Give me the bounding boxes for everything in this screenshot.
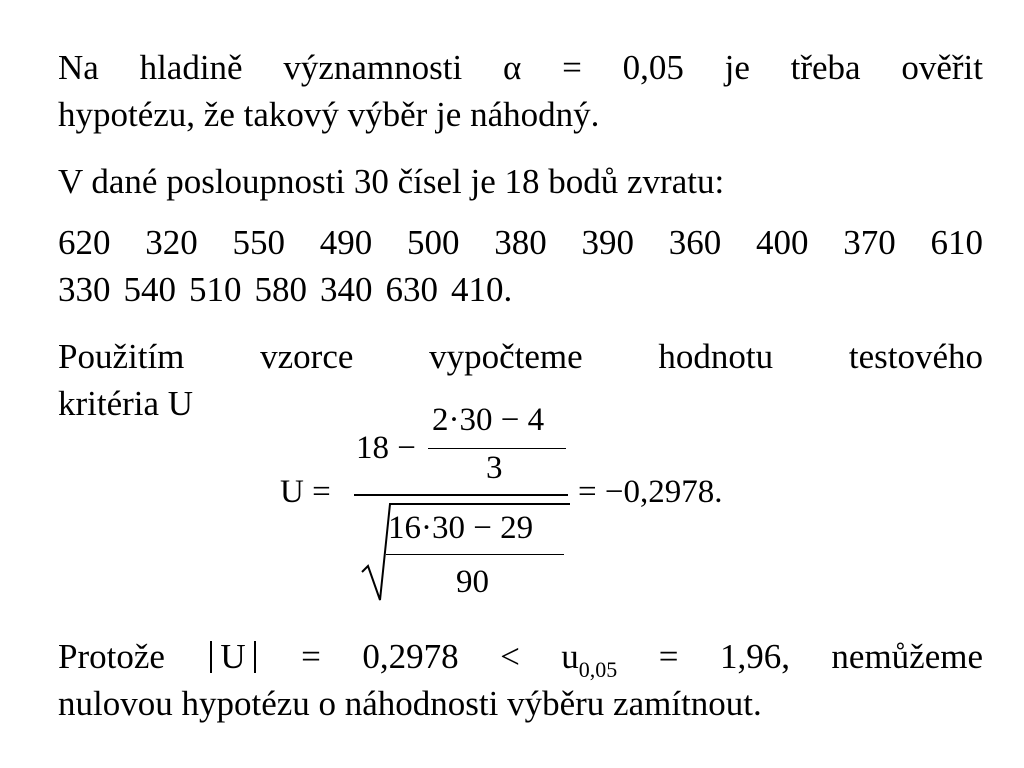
absolute-value-variable: U [220, 637, 246, 676]
number-row-1 [58, 219, 983, 266]
formula-u [280, 400, 800, 610]
formula-main-fraction-bar [354, 494, 568, 496]
conclusion-comparison [301, 637, 618, 682]
paragraph-significance-line2: hypotézu, že takový výběr je náhodný. [58, 95, 600, 134]
absolute-value-u [210, 637, 255, 676]
formula-root-denominator: 90 [456, 564, 489, 600]
number-value: 400 [756, 223, 809, 262]
number-value: 630 [385, 270, 438, 309]
number-value: 610 [930, 223, 983, 262]
number-value: 370 [843, 223, 896, 262]
paragraph-conclusion-line1 [58, 633, 983, 680]
number-value: 500 [407, 223, 460, 262]
number-value: 320 [145, 223, 198, 262]
formula-inner-denominator: 3 [486, 450, 503, 486]
number-value: 510 [189, 270, 242, 309]
number-value: 410. [451, 270, 513, 309]
paragraph-significance [58, 44, 983, 138]
formula-root-numerator: 16·30 − 29 [388, 510, 534, 546]
number-value: 580 [254, 270, 307, 309]
paragraph-sequence [58, 158, 983, 205]
formula-inner-fraction-bar [428, 448, 566, 449]
number-value: 490 [319, 223, 373, 262]
formula-lhs: U = [280, 474, 331, 510]
critical-value-subscript: 0,05 [578, 657, 618, 682]
number-value: 550 [232, 223, 285, 262]
formula-root-fraction-bar [386, 554, 564, 555]
formula-inner-numerator: 2·30 − 4 [432, 402, 545, 438]
number-value: 390 [581, 223, 634, 262]
number-list [58, 219, 983, 313]
number-value: 620 [58, 223, 111, 262]
paragraph-conclusion [58, 633, 983, 727]
number-value: 380 [494, 223, 547, 262]
formula-numerator-lead: 18 − [356, 430, 416, 466]
paragraph-formula-intro-line1: Použitím vzorce vypočteme hodnotu testového [58, 337, 983, 376]
paragraph-formula-intro-line2: kritéria U [58, 384, 194, 423]
paragraph-significance-line1: Na hladině významnosti α = 0,05 je třeba ověřit [58, 48, 983, 87]
number-value: 330 [58, 270, 111, 309]
paragraph-sequence-text: V dané posloupnosti 30 čísel je 18 bodů zvratu: [58, 162, 725, 201]
conclusion-word: Protože [58, 637, 165, 676]
number-row-2 [58, 266, 983, 313]
paragraph-conclusion-line2: nulovou hypotézu o náhodnosti výběru zamítnout. [58, 684, 762, 723]
conclusion-inequality: = 0,2978 < u [301, 637, 579, 676]
formula-result: = −0,2978. [578, 474, 723, 510]
number-value: 360 [668, 223, 722, 262]
number-value: 540 [123, 270, 176, 309]
number-value: 340 [320, 270, 373, 309]
conclusion-tail: = 1,96, nemůžeme [658, 637, 984, 676]
